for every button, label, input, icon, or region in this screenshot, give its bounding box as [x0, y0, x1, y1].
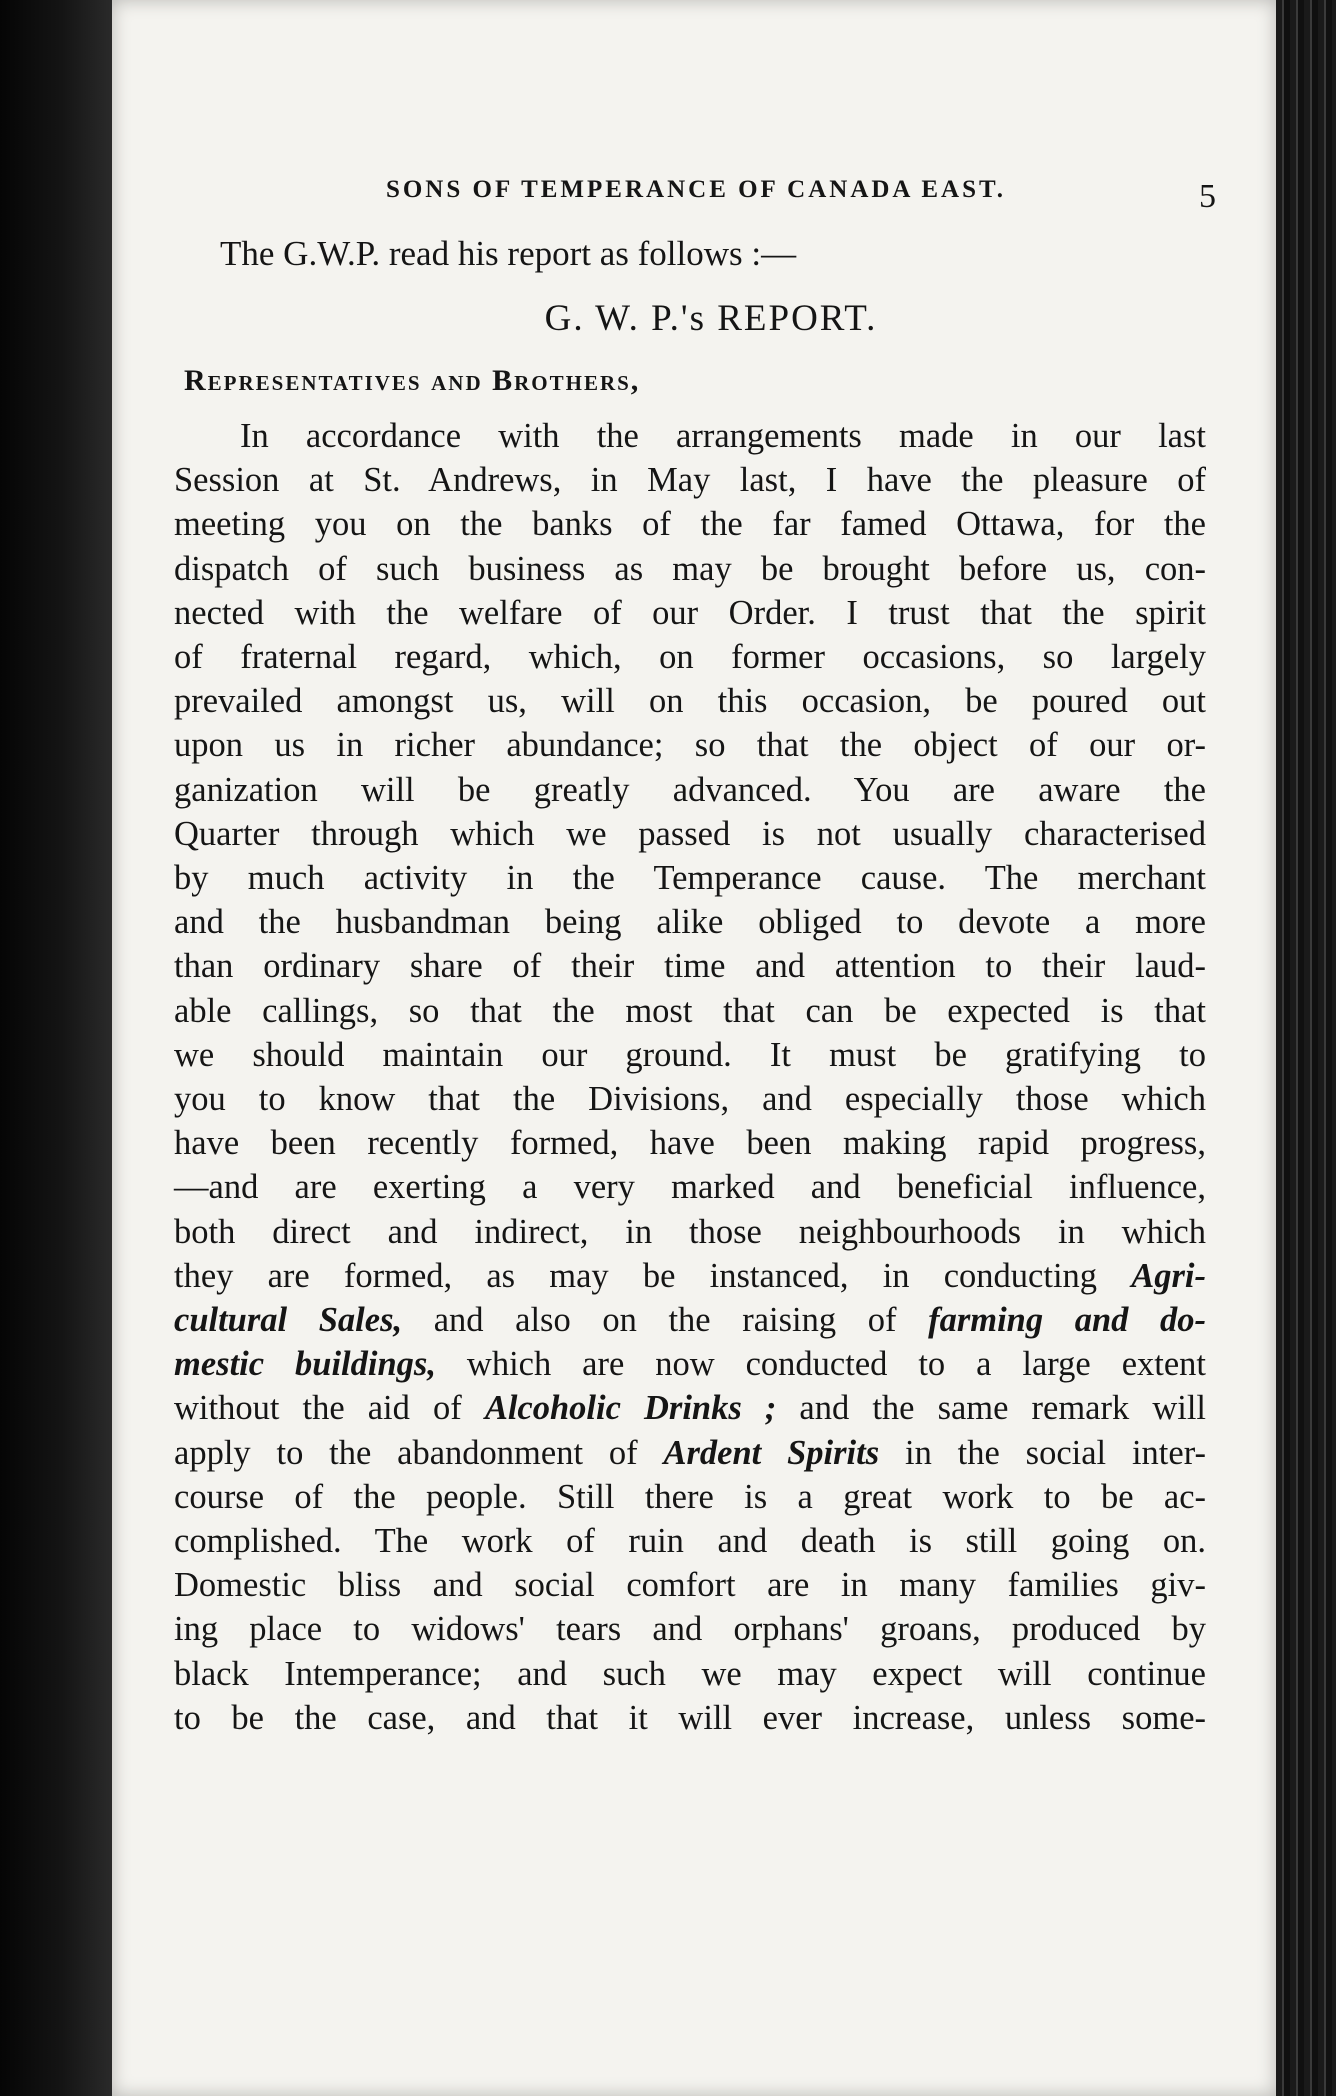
book-edge-right [1276, 0, 1336, 2096]
italic-ardent: Ardent Spirits [663, 1433, 880, 1472]
body-line-23 [174, 1386, 1206, 1430]
book-page [112, 0, 1276, 2096]
page-number: 5 [1199, 178, 1216, 215]
intro-line: The G.W.P. read his report as follows :— [220, 234, 797, 273]
body-line-8: upon us in richer abundance; so that the object of our or- [174, 726, 1206, 765]
italic-cultural-sales: cultural Sales, [174, 1301, 403, 1340]
body-line-16: you to know that the Divisions, and especially those which [174, 1080, 1206, 1119]
salutation: Representatives and Brothers, [184, 364, 641, 397]
body-line-13: than ordinary share of their time and attention to their laud- [174, 947, 1206, 986]
body-line-20-text: they are formed, as may be instanced, in conducting [174, 1256, 1132, 1295]
italic-alcoholic: Alcoholic Drinks ; [484, 1389, 777, 1428]
body-line-22-text: which are now conducted to a large extent [435, 1345, 1206, 1384]
italic-farming: farming and do- [928, 1301, 1206, 1340]
book-gutter-left [0, 0, 112, 2096]
body-line-2: Session at St. Andrews, in May last, I have the pleasure of [174, 461, 1206, 500]
body-line-18: —and are exerting a very marked and beneficial influence, [174, 1168, 1206, 1207]
body-line-14: able callings, so that the most that can be expected is that [174, 991, 1206, 1030]
body-line-24 [174, 1431, 1206, 1475]
body-line-1: In accordance with the arrangements made in our last [240, 417, 1206, 455]
body-line-24-text: apply to the abandonment of [174, 1433, 664, 1472]
body-line-21-text: and also on the raising of [402, 1301, 929, 1340]
body-line-27: Domestic bliss and social comfort are in many families giv- [174, 1566, 1206, 1605]
body-line-11: by much activity in the Temperance cause. The merchant [174, 859, 1206, 898]
body-line-20 [174, 1254, 1206, 1298]
italic-mestic-buildings: mestic buildings, [174, 1345, 436, 1384]
body-line-23-tail: and the same remark will [776, 1389, 1206, 1428]
body-line-24-tail: in the social inter- [879, 1433, 1206, 1472]
body-line-3: meeting you on the banks of the far famed Ottawa, for the [174, 505, 1206, 544]
body-line-29: black Intemperance; and such we may expect will continue [174, 1654, 1206, 1693]
body-line-7: prevailed amongst us, will on this occasion, be poured out [174, 682, 1206, 721]
body-line-25: course of the people. Still there is a great work to be ac- [174, 1477, 1206, 1516]
body-line-5: nected with the welfare of our Order. I trust that the spirit [174, 593, 1206, 632]
report-body [136, 414, 1216, 1740]
running-head [136, 176, 1216, 216]
body-line-15: we should maintain our ground. It must be gratifying to [174, 1035, 1206, 1074]
body-line-30: to be the case, and that it will ever increase, unless some- [174, 1698, 1206, 1737]
report-title: G. W. P.'s REPORT. [544, 298, 878, 339]
body-line-22 [174, 1342, 1206, 1386]
body-line-17: have been recently formed, have been making rapid progress, [174, 1124, 1206, 1163]
body-line-23-text: without the aid of [174, 1389, 485, 1428]
body-line-10: Quarter through which we passed is not usually characterised [174, 814, 1206, 853]
body-line-9: ganization will be greatly advanced. You are aware the [174, 770, 1206, 809]
italic-agri: Agri- [1131, 1256, 1206, 1295]
body-line-6: of fraternal regard, which, on former occasions, so largely [174, 638, 1206, 677]
running-head-title: SONS OF TEMPERANCE OF CANADA EAST. [385, 176, 1007, 203]
page-content [136, 176, 1216, 1740]
body-line-28: ing place to widows' tears and orphans' groans, produced by [174, 1610, 1206, 1649]
body-line-19: both direct and indirect, in those neighbourhoods in which [174, 1212, 1206, 1251]
body-line-26: complished. The work of ruin and death is still going on. [174, 1522, 1206, 1561]
body-line-12: and the husbandman being alike obliged to devote a more [174, 903, 1206, 942]
body-line-21 [174, 1298, 1206, 1342]
body-line-4: dispatch of such business as may be brought before us, con- [174, 549, 1206, 588]
